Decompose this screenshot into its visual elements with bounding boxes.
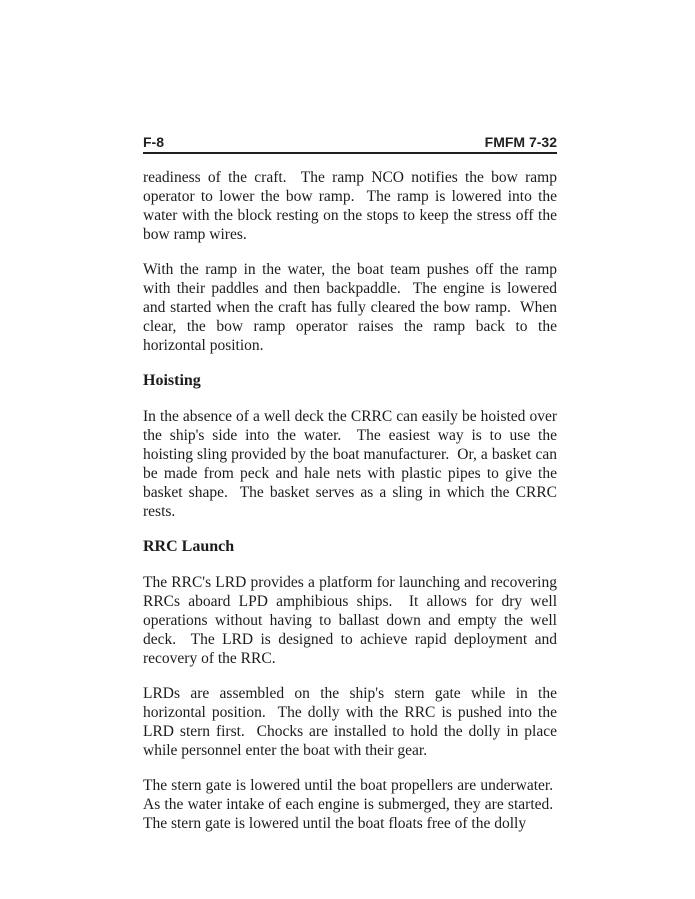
- paragraph-hoisting: In the absence of a well deck the CRRC can easily be hoisted over the ship's side into the water. The easiest way is to use the hoisting sling provided by the boat manufacturer. Or, a basket can be made from peck and hale nets with plastic pipes to give the basket shape. The basket serves as a sling in which the CRRC rests.: [143, 408, 557, 520]
- document-number: FMFM 7-32: [484, 134, 557, 150]
- paragraph-rrc-lrd-platform: The RRC's LRD provides a platform for launching and recovering RRCs aboard LPD amphibious ships. It allows for dry well operations without having to ballast down and empty the well deck. The LRD is designed to achieve rapid deployment and recovery of the RRC.: [143, 574, 557, 667]
- paragraph-ramp-in-water: With the ramp in the water, the boat team pushes off the ramp with their paddles and then backpaddle. The engine is lowered and started when the craft has fully cleared the bow ramp. When clear, the bow ramp operator raises the ramp back to the horizontal position.: [143, 261, 557, 354]
- page-number: F-8: [143, 134, 164, 150]
- page-content: [143, 135, 557, 833]
- paragraph-stern-gate-lowering: The stern gate is lowered until the boat propellers are underwater. As the water intake of each engine is submerged, they are started. The stern gate is lowered until the boat floats free of the dolly: [143, 777, 557, 832]
- heading-hoisting: Hoisting: [143, 372, 201, 389]
- heading-rrc-launch: RRC Launch: [143, 538, 235, 555]
- paragraph-lrd-assembly: LRDs are assembled on the ship's stern gate while in the horizontal position. The dolly with the RRC is pushed into the LRD stern first. Chocks are installed to hold the dolly in place while personnel enter the boat with their gear.: [143, 685, 557, 759]
- paragraph-craft-readiness: readiness of the craft. The ramp NCO notifies the bow ramp operator to lower the bow ramp. The ramp is lowered into the water with the block resting on the stops to keep the stress off the bow ramp wires.: [143, 169, 557, 243]
- page-header: [143, 135, 557, 154]
